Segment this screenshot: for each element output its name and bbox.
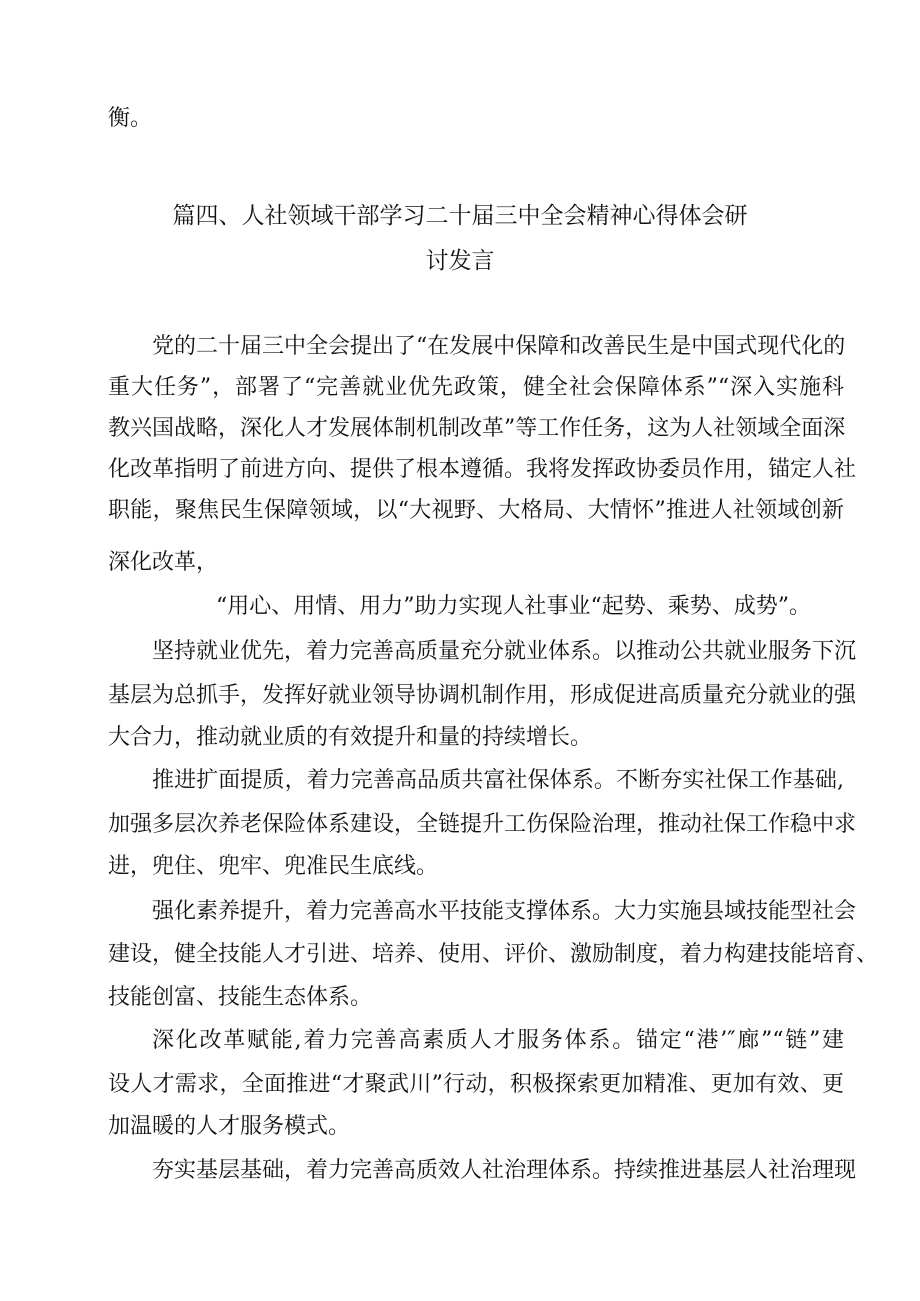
paragraph-line: 教兴国战略，深化人才发展体制机制改革”等工作任务，这为人社领域全面深	[108, 416, 846, 441]
paragraph-line: 强化素养提升，着力完善高水平技能支撑体系。大力实施县域技能型社会	[152, 899, 857, 924]
paragraph-line: 职能，聚焦民生保障领域，以“大视野、大格局、大情怀”推进人社领域创新	[108, 498, 844, 523]
paragraph-line: 推进扩面提质，着力完善高品质共富社保体系。不断夯实社保工作基础,	[152, 768, 844, 793]
paragraph-line: 深化改革，	[108, 550, 219, 575]
paragraph-line: 化改革指明了前进方向、提供了根本遵循。我将发挥政协委员作用，锚定人社	[108, 457, 857, 482]
section-title-line-2: 讨发言	[425, 248, 495, 274]
paragraph-line: 重大任务”，部署了“完善就业优先政策，健全社会保障体系”“深入实施科	[108, 375, 844, 400]
paragraph-line: 进，兜住、兜牢、兜准民生底线。	[108, 854, 439, 879]
paragraph-line: 加温暖的人才服务模式。	[108, 1114, 351, 1139]
paragraph-line: 加强多层次养老保险体系建设，全链提升工伤保险治理，推动社保工作稳中求	[108, 812, 857, 837]
paragraph-line: 设人才需求，全面推进“才聚武川”行动，积极探索更加精准、更加有效、更	[108, 1072, 844, 1097]
paragraph-line: 基层为总抓手，发挥好就业领导协调机制作用，形成促进高质量充分就业的强	[108, 683, 857, 708]
paragraph-line: “用心、用情、用力”助力实现人社事业“起势、乘势、成势”。	[216, 594, 811, 619]
paragraph-line: 夯实基层基础，着力完善高质效人社治理体系。持续推进基层人社治理现	[152, 1158, 857, 1183]
carryover-text: 衡。	[108, 106, 153, 131]
paragraph-line: 深化改革赋能,着力完善高素质人才服务体系。锚定“港’″廊”“链”建	[152, 1028, 844, 1053]
paragraph-line: 大合力，推动就业质的有效提升和量的持续增长。	[108, 725, 593, 750]
paragraph-line: 技能创富、技能生态体系。	[108, 985, 373, 1010]
paragraph-line: 建设，健全技能人才引进、培养、使用、评价、激励制度，着力构建技能培育、	[108, 942, 879, 967]
paragraph-line: 坚持就业优先，着力完善高质量充分就业体系。以推动公共就业服务下沉	[152, 639, 857, 664]
paragraph-line: 党的二十届三中全会提出了“在发展中保障和改善民生是中国式现代化的	[152, 334, 846, 359]
section-title-line-1: 篇四、人社领域干部学习二十届三中全会精神心得体会研	[172, 203, 748, 229]
